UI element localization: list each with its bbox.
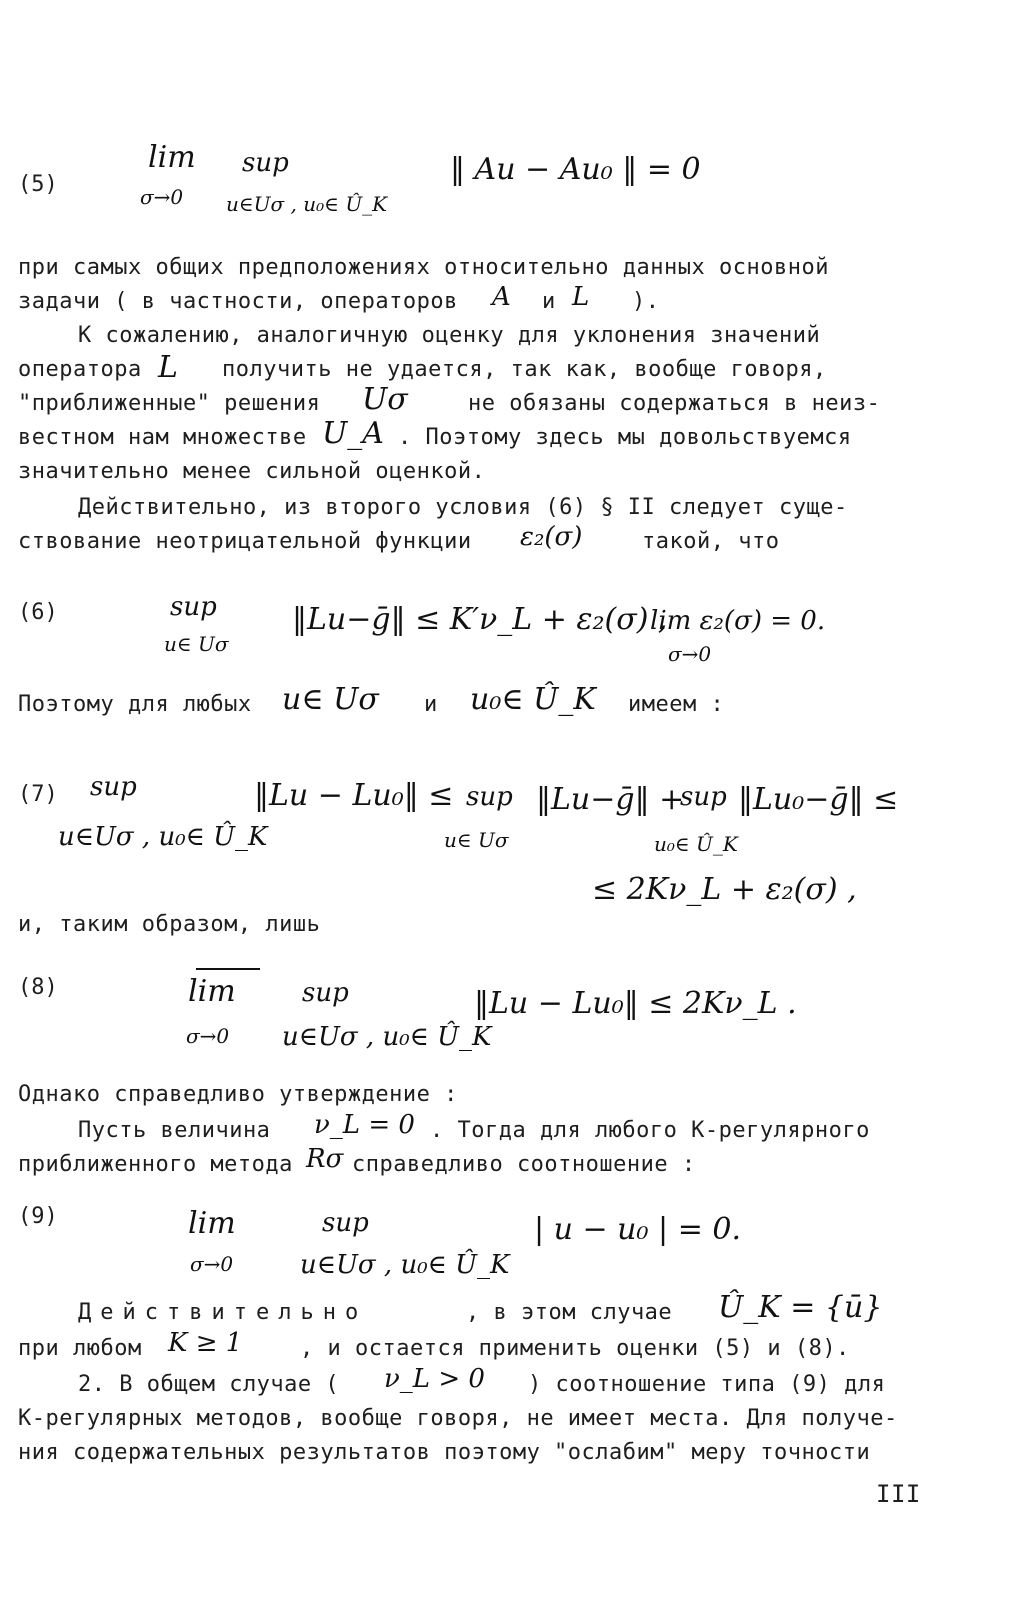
para7-set-U-K: Û_K = {ū} [718, 1290, 883, 1325]
eq9-number: (9) [18, 1204, 58, 1229]
eq7-sup1-sub: u∈Uσ , u₀∈ Û_K [58, 822, 268, 852]
eq6-sup-sub: u∈ Uσ [164, 632, 229, 656]
para6-line3-b: справедливо соотношение : [352, 1152, 696, 1177]
para2-line5: значительно менее сильной оценкой. [18, 459, 486, 484]
para6-nu: ν_L = 0 [314, 1110, 415, 1140]
para3-line1: Действительно, из второго условия (6) § II следует суще- [78, 495, 848, 520]
eq6-number: (6) [18, 600, 58, 625]
para2-set-U-sigma: Uσ [362, 382, 408, 417]
para2-line2-a: оператора [18, 357, 142, 382]
eq6-lim-sub: σ→0 [668, 642, 712, 666]
eq9-sup-sub: u∈Uσ , u₀∈ Û_K [300, 1250, 510, 1280]
eq8-sup: sup [302, 978, 349, 1008]
para2-line2-b: получить не удается, так как, вообще говоря, [222, 357, 827, 382]
para2-line4-b: . Поэтому здесь мы довольствуемся [398, 425, 852, 450]
para5-text: и, таким образом, лишь [18, 912, 321, 937]
eq5-lim: lim [148, 140, 196, 175]
eq7-line2: ≤ 2Kν_L + ε₂(σ) , [592, 872, 857, 907]
eq5-lim-sub: σ→0 [140, 185, 184, 209]
eq7-sup3: sup [680, 782, 727, 812]
eq9-sup: sup [322, 1208, 369, 1238]
para6-line2-a: Пусть величина [78, 1118, 271, 1143]
eq6-sup: sup [170, 592, 217, 622]
para8-line2: К-регулярных методов, вообще говоря, не имеет места. Для получе- [18, 1406, 898, 1431]
eq6-lim: lim ε₂(σ) = 0. [650, 606, 826, 636]
eq8-sup-sub: u∈Uσ , u₀∈ Û_K [282, 1022, 492, 1052]
eq6-expr: ‖Lu−ḡ‖ ≤ K′ν_L + ε₂(σ) , [292, 602, 668, 637]
para2-operator-L: L [158, 350, 178, 385]
para4-u: u∈ Uσ [282, 682, 379, 717]
eq9-expr: | u − u₀ | = 0. [534, 1212, 741, 1247]
para2-line4-a: вестном нам множестве [18, 425, 307, 450]
eq7-sup1: sup [90, 772, 137, 802]
para6-line2-b: . Тогда для любого К-регулярного [430, 1118, 870, 1143]
para1-line1: при самых общих предположениях относительно данных основной [18, 255, 829, 280]
page-number: III [876, 1480, 921, 1508]
eq7-expr1: ‖Lu − Lu₀‖ ≤ [254, 778, 454, 813]
para7-emphasis: Действительно [78, 1300, 368, 1325]
para2-line3-b: не обязаны содержаться в неиз- [468, 391, 881, 416]
eq7-sup3-sub: u₀∈ Û_K [654, 832, 738, 856]
para2-line3-a: "приближенные" решения [18, 391, 321, 416]
para8-line1-a: 2. В общем случае ( [78, 1372, 340, 1397]
eq9-lim: lim [188, 1206, 236, 1241]
para7-line2-a: при любом [18, 1336, 142, 1361]
eq7-number: (7) [18, 782, 58, 807]
eq7-sup2: sup [466, 782, 513, 812]
para8-nu: ν_L > 0 [384, 1364, 485, 1394]
para4-b: имеем : [628, 692, 725, 717]
para1-and: и [542, 289, 556, 314]
para7-K: K ≥ 1 [168, 1328, 243, 1358]
para3-line2-b: такой, что [642, 529, 780, 554]
para2-set-U-A: U_A [322, 416, 384, 451]
para7-line1-b: , в этом случае [466, 1300, 673, 1325]
para2-line1: К сожалению, аналогичную оценку для уклонения значений [78, 323, 821, 348]
para8-line1-b: ) соотношение типа (9) для [528, 1372, 886, 1397]
eq5-sup: sup [242, 148, 289, 178]
para6-line3-a: приближенного метода [18, 1152, 293, 1177]
para1-operator-A: A [492, 282, 511, 312]
para6-line1: Однако справедливо утверждение : [18, 1082, 458, 1107]
para4-a: Поэтому для любых [18, 692, 252, 717]
para4-and: и [424, 692, 438, 717]
eq8-number: (8) [18, 975, 58, 1000]
para3-epsilon: ε₂(σ) [520, 522, 583, 552]
eq7-expr3: ‖Lu₀−ḡ‖ ≤ [738, 782, 899, 817]
eq9-lim-sub: σ→0 [190, 1252, 234, 1276]
para1-operator-L: L [572, 282, 590, 312]
eq5-sup-sub: u∈Uσ , u₀∈ Û_K [226, 192, 388, 216]
para3-line2-a: ствование неотрицательной функции [18, 529, 472, 554]
eq7-sup2-sub: u∈ Uσ [444, 828, 509, 852]
para4-u0: u₀∈ Û_K [470, 682, 596, 717]
eq8-expr: ‖Lu − Lu₀‖ ≤ 2Kν_L . [474, 986, 797, 1021]
para6-method-R: Rσ [306, 1144, 344, 1174]
eq5-expr: ‖ Au − Au₀ ‖ = 0 [450, 152, 701, 187]
eq8-lim: lim [188, 974, 236, 1009]
para8-line3: ния содержательных результатов поэтому "ослабим" меру точности [18, 1440, 871, 1465]
para7-line2-b: , и остается применить оценки (5) и (8). [300, 1336, 850, 1361]
para1-line2-a: задачи ( в частности, операторов [18, 289, 458, 314]
eq8-limsup-bar [196, 968, 260, 970]
eq5-number: (5) [18, 172, 58, 197]
para1-end: ). [632, 289, 660, 314]
eq8-lim-sub: σ→0 [186, 1024, 230, 1048]
eq7-expr2: ‖Lu−ḡ‖ + [536, 782, 685, 817]
